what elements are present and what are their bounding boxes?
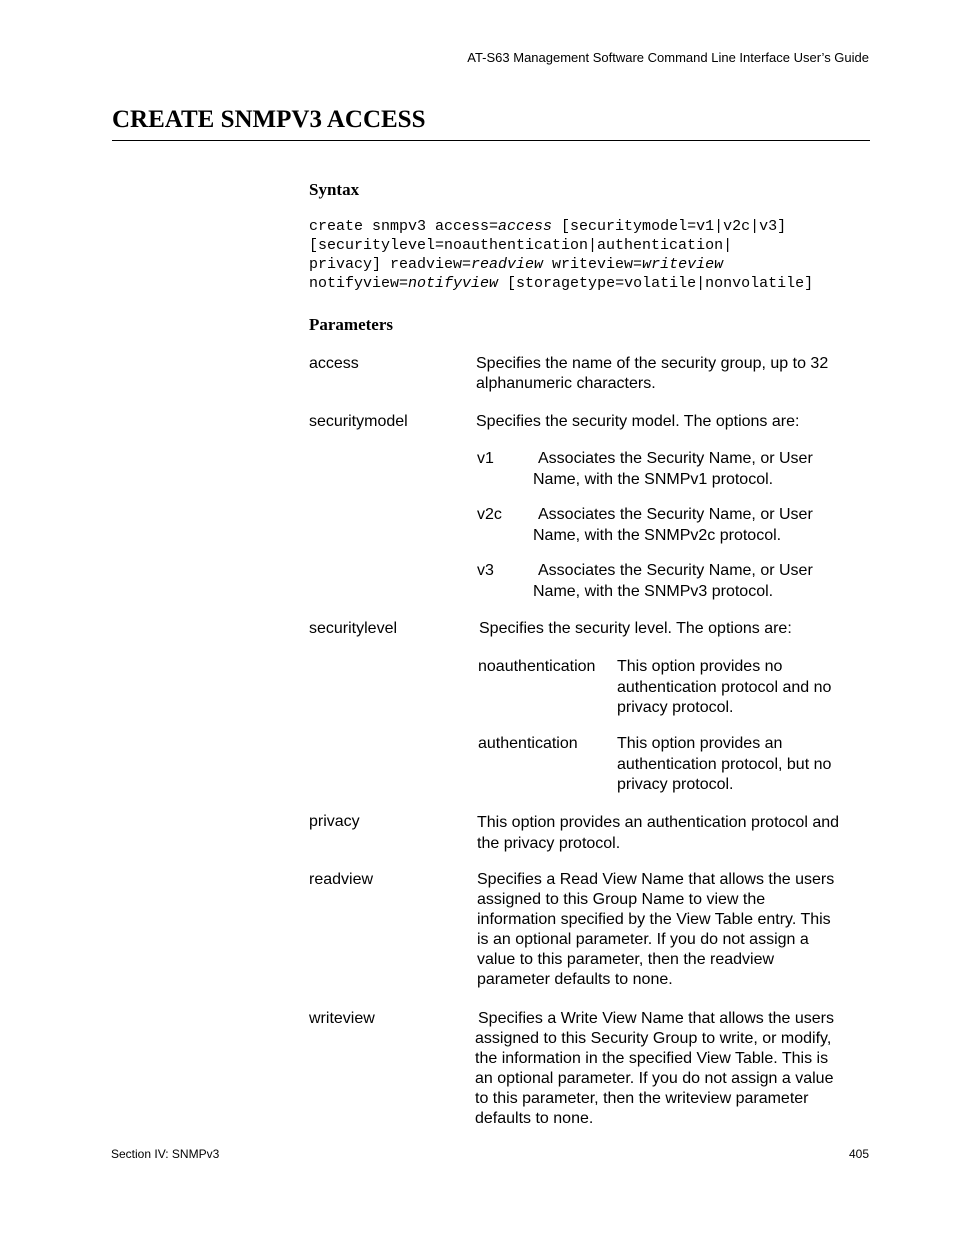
option-term-v3: v3	[477, 562, 494, 579]
option-desc-v2c: Associates the Security Name, or User Name, with the SNMPv2c protocol.	[533, 506, 813, 544]
syntax-line-2: [securitylevel=noauthentication|authentication|	[309, 237, 733, 254]
param-desc-securitymodel: Specifies the security model. The options are:	[476, 413, 800, 430]
param-name-access: access	[309, 355, 359, 372]
syntax-arg-writeview: writeview	[642, 256, 724, 273]
footer-section: Section IV: SNMPv3	[111, 1147, 220, 1161]
param-desc-readview: Specifies a Read View Name that allows the users assigned to this Group Name to view the information specified by the View Table entry. This is an optional parameter. If you do not assign a value to this parameter, then the readview parameter defaults to none.	[477, 871, 835, 988]
option-desc-noauthentication: This option provides no authentication protocol and no privacy protocol.	[617, 658, 832, 716]
option-term-v2c: v2c	[477, 506, 502, 523]
syntax-arg-access: access	[498, 218, 553, 235]
param-name-writeview: writeview	[309, 1010, 375, 1027]
param-name-securitylevel: securitylevel	[309, 620, 398, 637]
syntax-arg-notifyview: notifyview	[408, 275, 499, 292]
page-number: 405	[848, 1147, 869, 1161]
option-desc-v1: Associates the Security Name, or User Name, with the SNMPv1 protocol.	[533, 450, 813, 488]
option-term-v1: v1	[477, 450, 494, 467]
option-desc-authentication: This option provides an authentication protocol, but no privacy protocol.	[617, 735, 832, 793]
option-desc-v3: Associates the Security Name, or User Name, with the SNMPv3 protocol.	[533, 562, 813, 600]
title-rule	[112, 140, 870, 141]
syntax-line-3: privacy] readview=readview writeview=writeview	[309, 256, 724, 273]
syntax-arg-readview: readview	[471, 256, 544, 273]
parameters-heading: Parameters	[309, 315, 394, 334]
param-desc-privacy: This option provides an authentication protocol and the privacy protocol.	[477, 814, 840, 852]
syntax-heading: Syntax	[309, 180, 360, 199]
running-header: AT-S63 Management Software Command Line Interface User’s Guide	[467, 50, 869, 65]
option-term-authentication: authentication	[478, 735, 578, 752]
page-title: CREATE SNMPV3 ACCESS	[112, 106, 426, 133]
syntax-line-4: notifyview=notifyview [storagetype=volatile|nonvolatile]	[309, 275, 814, 292]
syntax-line-1: create snmpv3 access=access [securitymodel=v1|v2c|v3]	[309, 218, 787, 235]
param-desc-writeview: Specifies a Write View Name that allows the users assigned to this Security Group to write, or modify, the information in the specified View Table. This is an optional parameter. If you do not assign a value to this parameter, then the writeview parameter defaults to none.	[475, 1010, 835, 1127]
option-term-noauthentication: noauthentication	[478, 658, 596, 675]
param-name-readview: readview	[309, 871, 374, 888]
param-name-privacy: privacy	[309, 813, 360, 830]
param-desc-securitylevel: Specifies the security level. The options are:	[479, 620, 792, 637]
syntax-command	[309, 217, 813, 293]
param-name-securitymodel: securitymodel	[309, 413, 408, 430]
param-desc-access: Specifies the name of the security group, up to 32 alphanumeric characters.	[476, 355, 829, 392]
